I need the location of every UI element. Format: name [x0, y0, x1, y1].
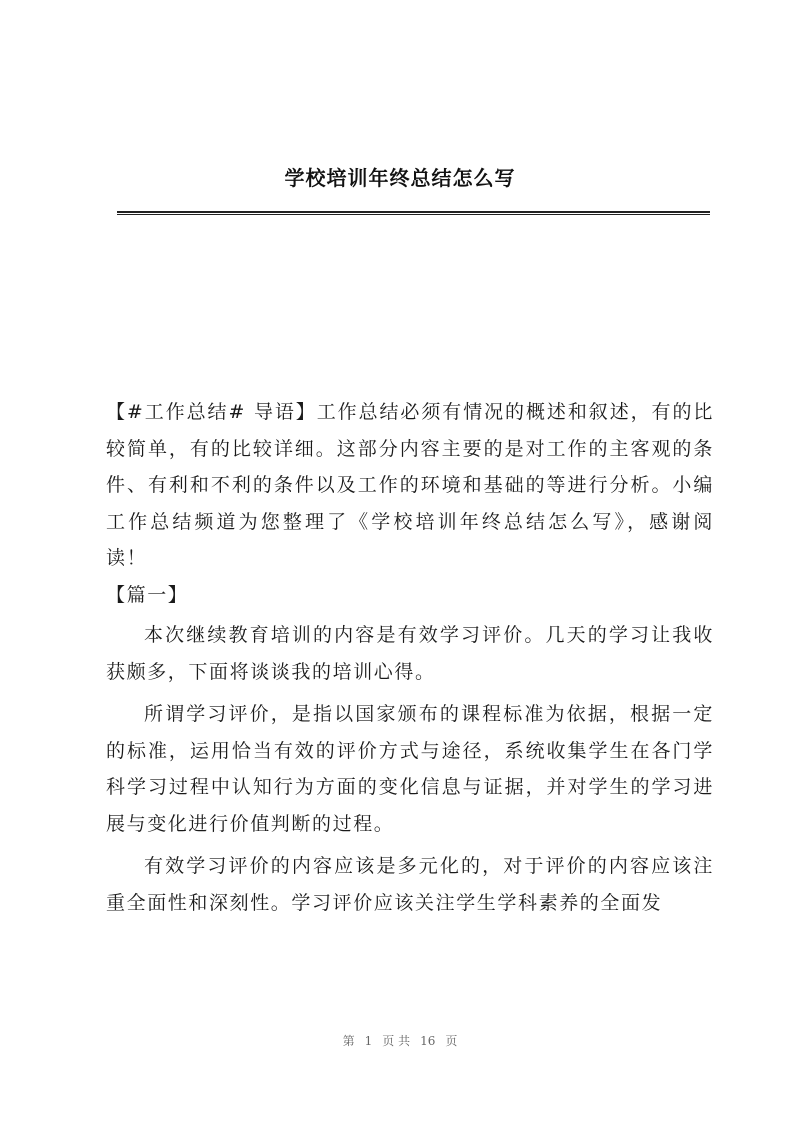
footer-current-page: 1 — [364, 1034, 373, 1048]
body-paragraph-1: 本次继续教育培训的内容是有效学习评价。几天的学习让我收获颇多，下面将谈谈我的培训心得。 — [106, 624, 714, 683]
body-paragraph-3: 有效学习评价的内容应该是多元化的，对于评价的内容应该注重全面性和深刻性。学习评价应该关注学生学科素养的全面发 — [106, 855, 714, 914]
footer-label-of: 页 共 — [382, 1034, 411, 1048]
intro-paragraph: 【#工作总结# 导语】工作总结必须有情况的概述和叙述，有的比较简单，有的比较详细。这部分内容主要的是对工作的主客观的条件、有利和不利的条件以及工作的环境和基础的等进行分析。小编工作总结频道为您整理了《学校培训年终总结怎么写》，感谢阅读！ — [106, 401, 714, 569]
section-heading: 【篇一】 — [106, 583, 189, 606]
footer-label-pages: 页 — [445, 1034, 458, 1048]
footer-total-pages: 16 — [420, 1034, 436, 1048]
title-divider — [117, 211, 710, 215]
footer-label-page: 第 — [342, 1034, 355, 1048]
document-title: 学校培训年终总结怎么写 — [284, 166, 516, 190]
body-paragraph-2: 所谓学习评价，是指以国家颁布的课程标准为依据，根据一定的标准，运用恰当有效的评价方式与途径，系统收集学生在各门学科学习过程中认知行为方面的变化信息与证据，并对学生的学习进展与变化进行价值判断的过程。 — [106, 703, 714, 835]
page-footer — [0, 1032, 800, 1049]
document-body — [106, 394, 714, 921]
